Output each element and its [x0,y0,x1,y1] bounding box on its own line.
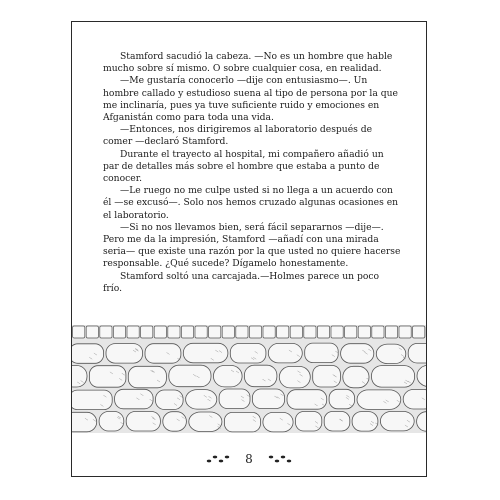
wall-stone [115,389,154,409]
wall-brick [73,326,85,338]
wall-stone [183,343,228,363]
wall-brick [277,326,289,338]
wall-stone [252,389,284,409]
wall-stone [296,412,322,432]
wall-brick [372,326,384,338]
wall-stone [169,365,211,387]
wall-brick [331,326,343,338]
wall-stone [244,365,277,387]
page-footer [72,447,426,471]
wall-stone [72,390,112,410]
wall-stone [213,365,242,387]
paragraph: Stamford sacudió la cabeza. —No es un hombre que hable mucho sobre sí mismo. O sobre cualquier cosa, en realidad. [103,51,393,75]
paragraph: Durante el trayecto al hospital, mi compañero añadió un par de detalles más sobre el hombre que estaba a punto de conocer. [103,148,384,185]
wall-stone [186,390,217,410]
wall-brick [181,326,193,338]
wall-brick [209,326,221,338]
paragraph: —Si no nos llevamos bien, será fácil separarnos —dije—. Pero me da la impresión, Stamford —añadí con una mirada seria— que existe una razón por la que usted no quiere hacerse responsable. ¿Qué sucede? Dígamelo honestamente. [103,221,401,270]
wall-stone [128,366,166,388]
wall-stone [72,412,97,432]
wall-brick [304,326,316,338]
wall-stone [372,366,415,388]
wall-stone [189,412,222,432]
wall-brick [358,326,370,338]
paragraph: —Entonces, nos dirigiremos al laboratorio después de comer —declaró Stamford. [103,124,373,148]
wall-stone [343,366,369,388]
wall-stone [357,390,401,410]
wall-stone [263,412,293,432]
wall-brick [413,326,425,338]
wall-stone [126,412,160,432]
wall-stone [376,344,406,364]
footprints-icon [267,452,293,466]
paragraph: Stamford soltó una carcajada.—Holmes parece un poco frío. [103,270,380,294]
wall-stone [156,390,184,410]
paragraph: —Me gustaría conocerlo —dije con entusiasmo—. Un hombre callado y estudioso suena al tipo de persona por la que me inclinaría, pues ya tuve suficiente ruido y emociones en Afganistán como para toda una vida. [103,75,398,124]
wall-stone [230,344,266,364]
wall-brick [154,326,166,338]
wall-stone [89,366,126,388]
body-text [103,51,401,295]
wall-brick [195,326,207,338]
wall-brick [317,326,329,338]
stone-wall-illustration [72,325,426,433]
wall-stone [380,411,414,431]
wall-stone [99,412,124,432]
wall-stone [403,390,426,410]
wall-brick [168,326,180,338]
wall-stone [324,412,350,432]
wall-brick [236,326,248,338]
book-page [71,21,427,477]
wall-brick [100,326,112,338]
wall-stone [305,343,339,363]
wall-stone [72,344,104,364]
wall-stone [408,344,426,364]
wall-brick [399,326,411,338]
wall-stone [145,344,181,364]
wall-stone [106,344,143,364]
wall-stone [219,389,250,409]
wall-brick [222,326,234,338]
wall-stone [224,412,260,432]
wall-brick [141,326,153,338]
wall-brick [263,326,275,338]
page-number: 8 [245,452,253,466]
wall-brick [127,326,139,338]
paragraph: —Le ruego no me culpe usted si no llega a un acuerdo con él —se excusó—. Solo nos hemos cruzado algunas ocasiones en el laboratorio. [103,185,399,221]
wall-brick [113,326,125,338]
wall-brick [86,326,98,338]
wall-stone [313,366,341,388]
wall-brick [290,326,302,338]
wall-brick [345,326,357,338]
footprints-icon [205,452,231,466]
wall-brick [385,326,397,338]
wall-stone [329,389,355,409]
wall-stone [163,412,187,432]
wall-stone [268,343,302,363]
wall-stone [352,412,378,432]
wall-stone [279,366,310,388]
wall-brick [249,326,261,338]
wall-stone [341,344,374,364]
wall-stone [287,390,327,410]
